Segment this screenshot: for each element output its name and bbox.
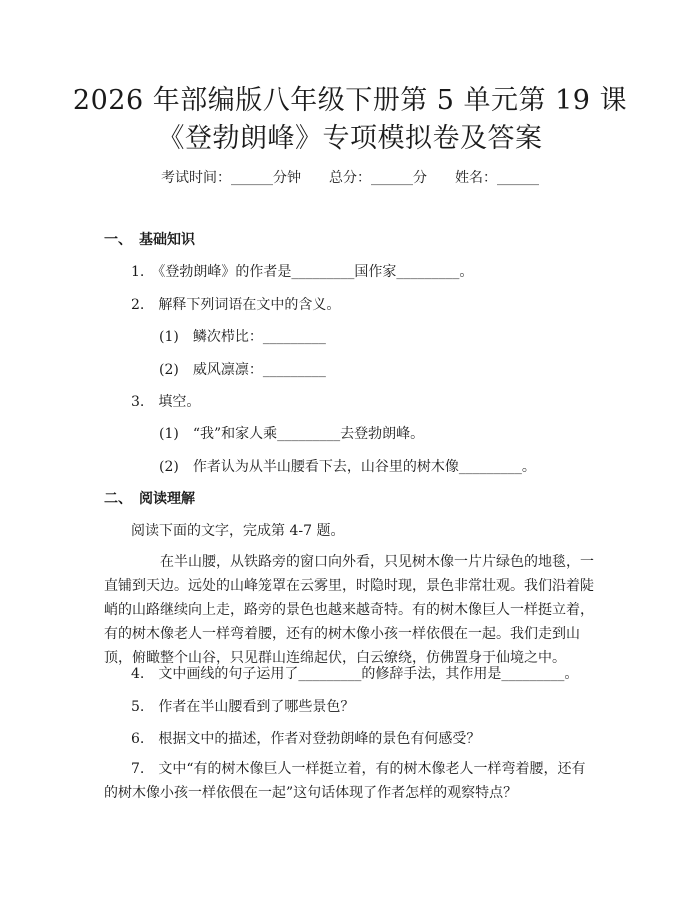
question-7: 7. 文中“有的树木像巨人一样挺立着，有的树木像老人一样弯着腰，还有的树木像小孩一样依偎在一起”这句话体现了作者怎样的观察特点？ [104,761,586,801]
question-2-2: (2) 威风凛凛：_________ [159,362,326,378]
section-2-heading: 二、 阅读理解 [104,491,195,507]
question-1: 1. 《登勃朗峰》的作者是_________国作家_________。 [131,264,474,280]
question-5: 5. 作者在半山腰看到了哪些景色？ [131,699,355,715]
question-6: 6. 根据文中的描述，作者对登勃朗峰的景色有何感受？ [131,731,481,747]
exam-info: 考试时间：______分钟 总分：______分 姓名：______ [161,170,539,186]
question-4: 4. 文中画线的句子运用了_________的修辞手法，其作用是_________。 [131,666,579,682]
question-2-1: (1) 鳞次栉比：_________ [159,329,326,345]
question-3-1: (1) “我”和家人乘_________去登勃朗峰。 [159,426,425,442]
question-3-2: (2) 作者认为从半山腰看下去，山谷里的树木像_________。 [159,459,536,475]
title-line-1: 2026 年部编版八年级下册第 5 单元第 19 课 [72,85,628,116]
question-2: 2. 解释下列词语在文中的含义。 [131,297,341,313]
question-3: 3. 填空。 [131,394,201,410]
section-1-heading: 一、 基础知识 [104,232,195,248]
reading-intro: 阅读下面的文字，完成第 4-7 题。 [131,523,345,539]
reading-passage: 在半山腰，从铁路旁的窗口向外看，只见树木像一片片绿色的地毯，一直铺到天边。远处的山峰笼罩在云雾里，时隐时现，景色非常壮观。我们沿着陡峭的山路继续向上走，路旁的景色也越来越奇特。有的树木像巨人一样挺立着，有的树木像老人一样弯着腰，还有的树木像小孩一样依偎在一起。我们走到山顶，俯瞰整个山谷，只见群山连绵起伏，白云缭绕，仿佛置身于仙境之中。 [104,554,594,666]
title-line-2: 《登勃朗峰》专项模拟卷及答案 [157,123,543,154]
